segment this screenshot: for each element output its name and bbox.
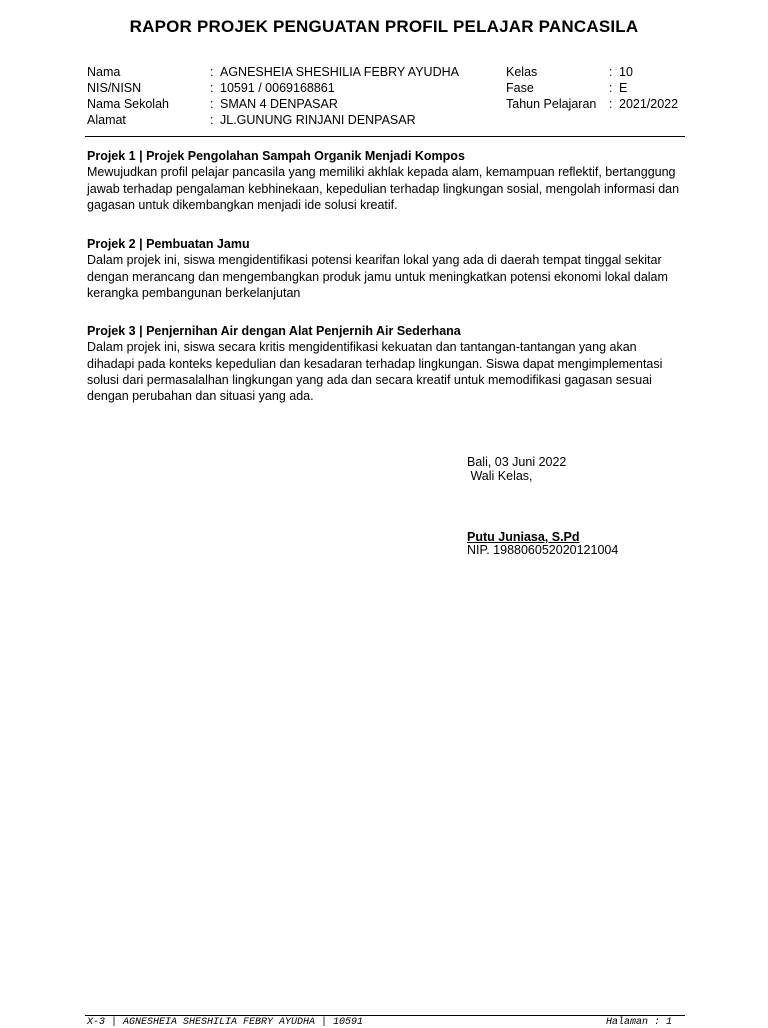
info-colon: : bbox=[609, 81, 613, 95]
project-1 bbox=[87, 148, 687, 213]
info-label: Alamat bbox=[87, 113, 126, 127]
project-3 bbox=[87, 323, 687, 404]
project-title: Projek 2 | Pembuatan Jamu bbox=[87, 237, 250, 251]
signature-name: Putu Juniasa, S.Pd bbox=[467, 530, 580, 544]
report-title: RAPOR PROJEK PENGUATAN PROFIL PELAJAR PANCASILA bbox=[129, 17, 639, 36]
header-divider bbox=[85, 136, 685, 137]
signature-place-date: Bali, 03 Juni 2022 bbox=[467, 455, 567, 469]
project-title: Projek 3 | Penjernihan Air dengan Alat Penjernih Air Sederhana bbox=[87, 324, 461, 338]
footer-page-number: Halaman : 1 bbox=[606, 1017, 673, 1028]
info-label-tahun: Tahun Pelajaran bbox=[506, 97, 597, 111]
info-label-fase: Fase bbox=[506, 81, 534, 95]
info-colon: : bbox=[210, 97, 214, 111]
info-label: NIS/NISN bbox=[87, 81, 142, 95]
info-colon: : bbox=[210, 113, 214, 127]
info-colon: : bbox=[210, 81, 214, 95]
info-label: Nama Sekolah bbox=[87, 97, 169, 111]
signature-nip: NIP. 198806052020121004 bbox=[467, 543, 619, 557]
info-label-kelas: Kelas bbox=[506, 65, 538, 79]
project-description: Dalam projek ini, siswa mengidentifikasi potensi kearifan lokal yang ada di daerah tempat tinggal sekitar dengan merancang dan mengembangkan produk jamu untuk meningkatkan potensi ekonomi lokal dalam kerangka pembangunan berkelanjutan bbox=[87, 253, 668, 300]
project-description: Mewujudkan profil pelajar pancasila yang memiliki akhlak kepada alam, kemampuan reflektif, bertanggung jawab terhadap pengalaman kebhinekaan, kepedulian terhadap lingkungan sosial, mengolah informasi dan gagasan untuk dikembangkan menjadi ide solusi kreatif. bbox=[87, 165, 680, 212]
info-colon: : bbox=[210, 65, 214, 79]
info-value-tahun: 2021/2022 bbox=[619, 97, 679, 111]
info-colon: : bbox=[609, 65, 613, 79]
footer-divider bbox=[85, 1015, 685, 1016]
info-value-alamat: JL.GUNUNG RINJANI DENPASAR bbox=[220, 113, 416, 127]
info-value-sekolah: SMAN 4 DENPASAR bbox=[220, 97, 338, 111]
info-value-nis: 10591 / 0069168861 bbox=[220, 81, 335, 95]
info-label: Nama bbox=[87, 65, 121, 79]
signature-role: Wali Kelas, bbox=[467, 469, 533, 483]
project-2 bbox=[87, 236, 687, 301]
project-description: Dalam projek ini, siswa secara kritis mengidentifikasi kekuatan dan tantangan-tantangan yang akan dihadapi pada konteks kepedulian dan kesadaran terhadap lingkungan. Siswa dapat mengimplementasi solusi dari permasalalhan lingkungan yang ada dan secara kreatif untuk memodifikasi gagasan sesuai dengan perubahan dan situasi yang ada. bbox=[87, 340, 663, 404]
footer-student-info: X-3 | AGNESHEIA SHESHILIA FEBRY AYUDHA | 10591 bbox=[87, 1017, 364, 1028]
info-value-kelas: 10 bbox=[619, 65, 633, 79]
info-colon: : bbox=[609, 97, 613, 111]
info-value-nama: AGNESHEIA SHESHILIA FEBRY AYUDHA bbox=[220, 65, 459, 79]
project-title: Projek 1 | Projek Pengolahan Sampah Organik Menjadi Kompos bbox=[87, 149, 465, 163]
info-value-fase: E bbox=[619, 81, 628, 95]
